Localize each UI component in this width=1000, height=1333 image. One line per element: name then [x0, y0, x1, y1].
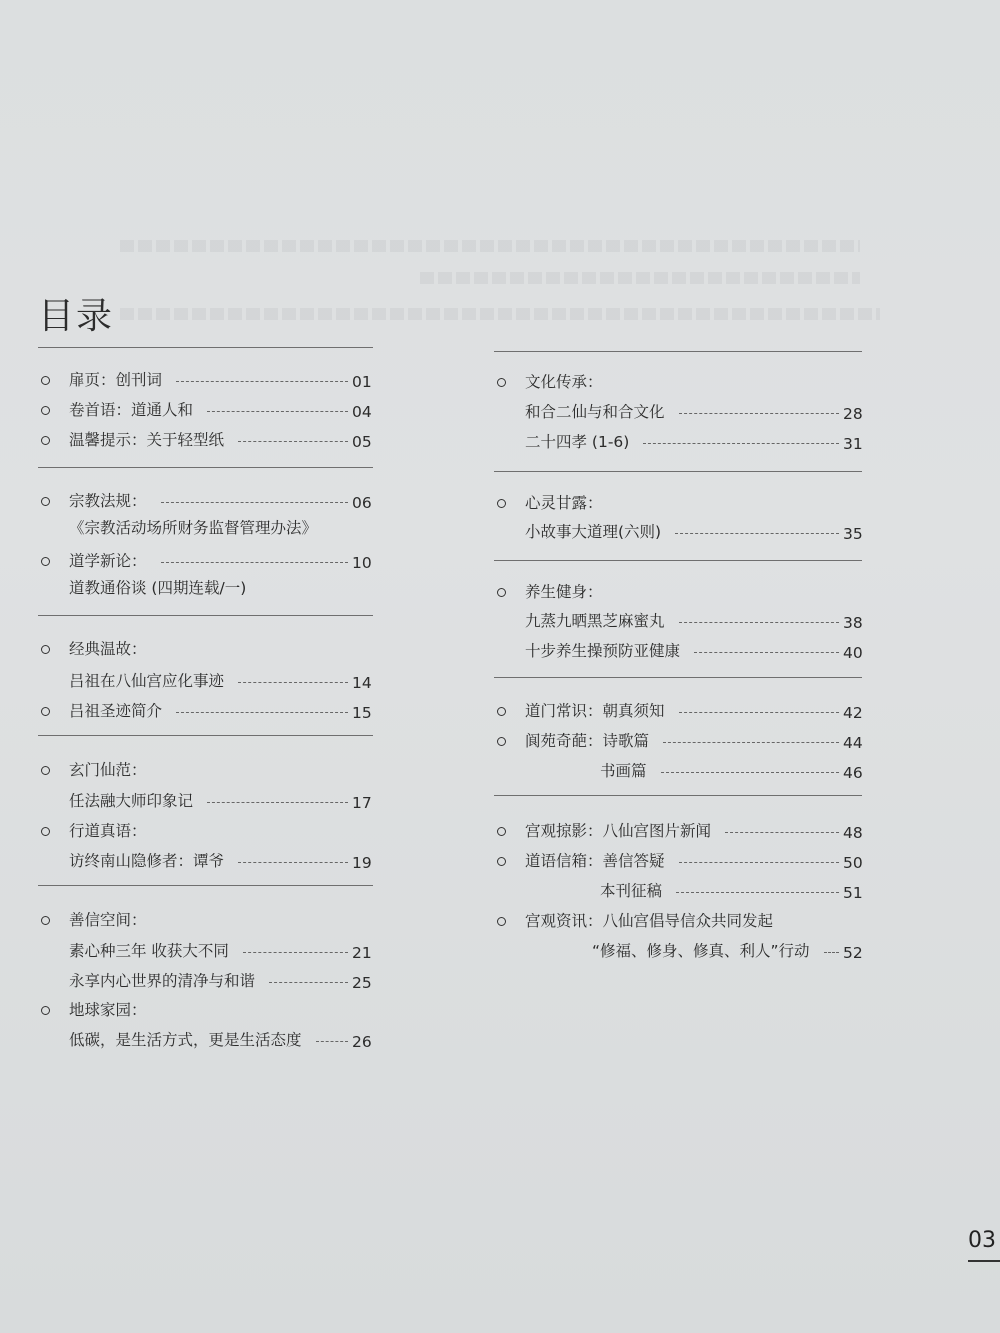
toc-page-number: 21	[352, 944, 372, 962]
section-divider	[38, 735, 373, 736]
section-divider	[38, 467, 373, 468]
toc-page-number: 26	[352, 1033, 372, 1051]
bleed-through-text	[120, 308, 880, 320]
toc-page-number: 52	[843, 944, 863, 962]
bullet-circle-icon	[497, 917, 506, 926]
dot-leader	[643, 443, 839, 445]
section-divider	[494, 471, 862, 472]
toc-page-number: 50	[843, 854, 863, 872]
bullet-circle-icon	[41, 827, 50, 836]
toc-entry-title: 心灵甘露：	[525, 494, 603, 512]
dot-leader	[207, 802, 348, 804]
toc-entry-title: 宗教法规：	[69, 492, 147, 510]
section-divider	[494, 677, 862, 678]
dot-leader	[316, 1041, 348, 1043]
dot-leader	[663, 742, 839, 744]
dot-leader	[238, 682, 348, 684]
toc-page-number: 51	[843, 884, 863, 902]
toc-entry-title: 吕祖圣迹简介	[69, 702, 163, 720]
bullet-circle-icon	[41, 766, 50, 775]
toc-entry-title: 温馨提示：关于轻型纸	[69, 431, 225, 449]
toc-entry-title: 《宗教活动场所财务监督管理办法》	[69, 519, 318, 537]
toc-entry-title: 阆苑奇葩：诗歌篇	[525, 732, 650, 750]
dot-leader	[176, 712, 348, 714]
dot-leader	[679, 712, 839, 714]
dot-leader	[679, 413, 839, 415]
toc-entry-title: 任法融大师印象记	[69, 792, 194, 810]
bullet-circle-icon	[41, 557, 50, 566]
toc-entry-title: 宫观掠影：八仙宫图片新闻	[525, 822, 712, 840]
toc-page-number: 35	[843, 525, 863, 543]
toc-entry-title: 吕祖在八仙宫应化事迹	[69, 672, 225, 690]
toc-page-number: 40	[843, 644, 863, 662]
toc-entry-title: 文化传承：	[525, 373, 603, 391]
page-title: 目录	[38, 296, 115, 337]
section-divider	[494, 351, 862, 352]
page-number-underline	[968, 1260, 1000, 1262]
dot-leader	[725, 832, 839, 834]
toc-page-number: 01	[352, 373, 372, 391]
toc-entry-title: 道语信箱：善信答疑	[525, 852, 665, 870]
toc-page-number: 15	[352, 704, 372, 722]
toc-entry-title: 永享内心世界的清净与和谐	[69, 972, 256, 990]
toc-entry-title: 道门常识：朝真须知	[525, 702, 665, 720]
dot-leader	[676, 892, 839, 894]
dot-leader	[176, 381, 348, 383]
bullet-circle-icon	[497, 378, 506, 387]
toc-entry-title: 二十四孝 (1-6)	[525, 433, 630, 451]
toc-page-number: 14	[352, 674, 372, 692]
bullet-circle-icon	[497, 707, 506, 716]
toc-entry-title: 扉页：创刊词	[69, 371, 163, 389]
toc-entry-title: “修福、修身、修真、利人”行动	[592, 942, 810, 960]
section-divider	[38, 615, 373, 616]
bullet-circle-icon	[41, 436, 50, 445]
toc-page-number: 42	[843, 704, 863, 722]
toc-entry-title: 玄门仙范：	[69, 761, 147, 779]
bullet-circle-icon	[41, 406, 50, 415]
dot-leader	[675, 533, 839, 535]
dot-leader	[694, 652, 839, 654]
dot-leader	[207, 411, 348, 413]
toc-page-number: 31	[843, 435, 863, 453]
toc-page-number: 06	[352, 494, 372, 512]
toc-entry-title: 经典温故：	[69, 640, 147, 658]
toc-entry-title: 九蒸九晒黑芝麻蜜丸	[525, 612, 665, 630]
toc-page-number: 38	[843, 614, 863, 632]
bullet-circle-icon	[41, 916, 50, 925]
dot-leader	[161, 502, 348, 504]
dot-leader	[238, 441, 348, 443]
dot-leader	[679, 862, 839, 864]
toc-entry-title: 养生健身：	[525, 583, 603, 601]
bullet-circle-icon	[497, 588, 506, 597]
toc-entry-title: 素心种三年 收获大不同	[69, 942, 229, 960]
toc-entry-title: 十步养生操预防亚健康	[525, 642, 681, 660]
dot-leader	[243, 952, 348, 954]
toc-entry-title: 书画篇	[600, 762, 647, 780]
toc-entry-title: 访终南山隐修者：谭爷	[69, 852, 225, 870]
section-divider	[38, 885, 373, 886]
section-divider	[494, 560, 862, 561]
dot-leader	[269, 982, 348, 984]
toc-page-number: 44	[843, 734, 863, 752]
bullet-circle-icon	[497, 857, 506, 866]
dot-leader	[238, 862, 348, 864]
toc-page-number: 28	[843, 405, 863, 423]
dot-leader	[161, 562, 348, 564]
toc-page-number: 05	[352, 433, 372, 451]
dot-leader	[679, 622, 839, 624]
toc-page-number: 46	[843, 764, 863, 782]
toc-page-number: 19	[352, 854, 372, 872]
toc-entry-title: 卷首语：道通人和	[69, 401, 194, 419]
toc-entry-title: 和合二仙与和合文化	[525, 403, 665, 421]
toc-entry-title: 善信空间：	[69, 911, 147, 929]
toc-page-number: 48	[843, 824, 863, 842]
bullet-circle-icon	[41, 645, 50, 654]
section-divider	[38, 347, 373, 348]
toc-page-number: 25	[352, 974, 372, 992]
dot-leader	[824, 952, 839, 954]
toc-entry-title: 道学新论：	[69, 552, 147, 570]
toc-page-number: 17	[352, 794, 372, 812]
bullet-circle-icon	[41, 707, 50, 716]
bullet-circle-icon	[41, 1006, 50, 1015]
page-number: 03	[968, 1228, 996, 1253]
dot-leader	[661, 772, 839, 774]
bullet-circle-icon	[497, 737, 506, 746]
toc-page-number: 10	[352, 554, 372, 572]
bleed-through-text	[120, 240, 860, 252]
bullet-circle-icon	[41, 497, 50, 506]
bullet-circle-icon	[497, 499, 506, 508]
toc-entry-title: 本刊征稿	[600, 882, 663, 900]
toc-entry-title: 行道真语：	[69, 822, 147, 840]
toc-entry-title: 宫观资讯：八仙宫倡导信众共同发起	[525, 912, 774, 930]
toc-entry-title: 地球家园：	[69, 1001, 147, 1019]
bullet-circle-icon	[41, 376, 50, 385]
bleed-through-text	[420, 272, 860, 284]
toc-entry-title: 低碳，是生活方式，更是生活态度	[69, 1031, 302, 1049]
bleed-through-heading-left	[120, 0, 145, 60]
toc-entry-title: 小故事大道理(六则)	[525, 523, 662, 541]
bullet-circle-icon	[497, 827, 506, 836]
section-divider	[494, 795, 862, 796]
toc-entry-title: 道教通俗谈 (四期连载/一)	[69, 579, 247, 597]
toc-page-number: 04	[352, 403, 372, 421]
